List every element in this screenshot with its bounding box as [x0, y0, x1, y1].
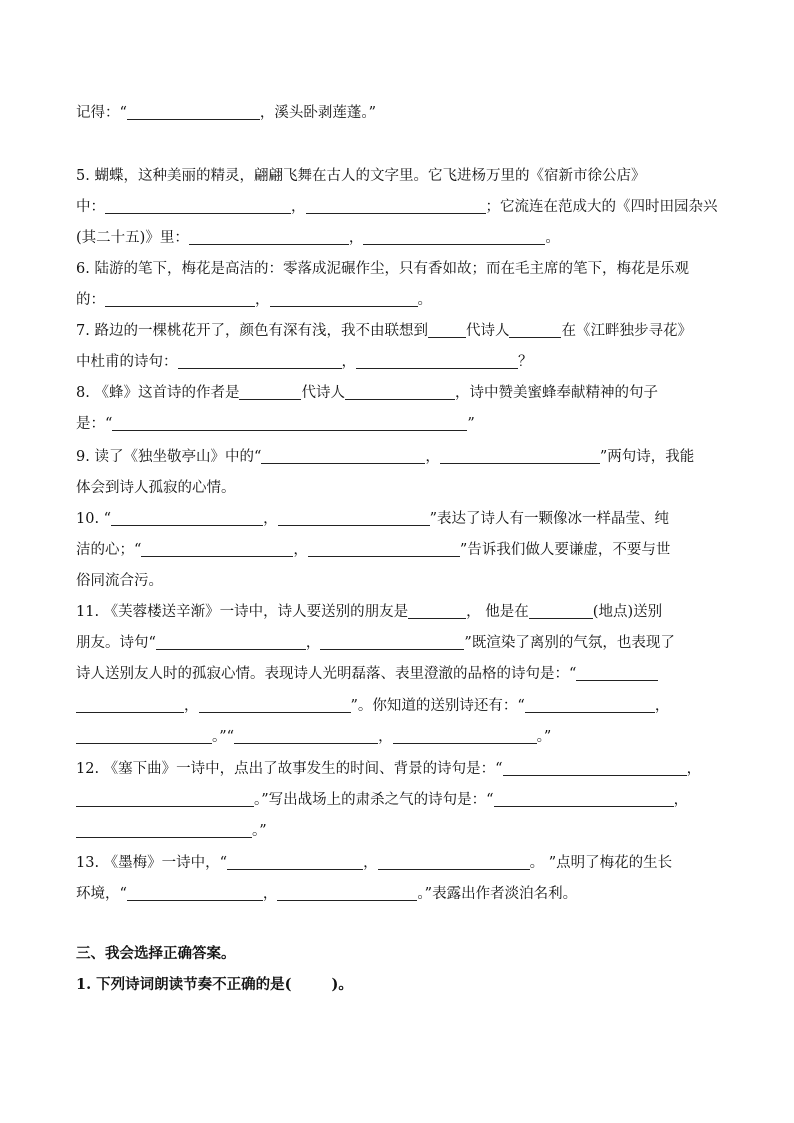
blank[interactable] — [393, 728, 537, 744]
line-1 — [76, 103, 376, 123]
text: 10. “ — [76, 511, 112, 527]
text: ；它流连在范成大的《四时田园杂兴 — [485, 199, 718, 215]
text: 的： — [76, 292, 105, 308]
text: ， — [348, 230, 364, 246]
text: ， — [291, 199, 306, 215]
line-19 — [76, 696, 669, 716]
text: 朋友。诗句“ — [76, 635, 156, 651]
blank[interactable] — [141, 541, 293, 557]
blank[interactable] — [529, 603, 593, 619]
blank[interactable] — [178, 353, 342, 369]
blank[interactable] — [127, 885, 263, 901]
blank[interactable] — [428, 322, 466, 338]
blank[interactable] — [494, 791, 674, 807]
line-9 — [76, 383, 658, 403]
blank[interactable] — [111, 510, 263, 526]
text: 7. 路边的一棵桃花开了，颜色有深有浅，我不由联想到 — [76, 323, 428, 339]
line-8 — [76, 352, 533, 372]
section-heading: 三、我会选择正确答案。 — [76, 945, 236, 962]
text: 11. 《芙蓉楼送辛渐》一诗中，诗人要送别的朋友是 — [76, 604, 409, 620]
line-25 — [76, 884, 577, 904]
line-7 — [76, 321, 692, 341]
line-2 — [76, 166, 645, 186]
blank[interactable] — [306, 198, 486, 214]
text: 。 — [545, 230, 560, 246]
text: ， — [255, 292, 270, 308]
text: ， — [673, 792, 689, 808]
text: (其二十五)》里： — [76, 230, 189, 246]
text: 环境，“ — [76, 886, 127, 902]
text: ”。你知道的送别诗还有：“ — [350, 698, 525, 714]
text: ， — [262, 886, 278, 902]
blank[interactable] — [234, 728, 378, 744]
text: ， — [425, 449, 440, 465]
blank[interactable] — [156, 634, 306, 650]
blank[interactable] — [227, 854, 363, 870]
blank[interactable] — [261, 448, 425, 464]
text: ， — [686, 761, 702, 777]
text: 在《江畔独步寻花》 — [561, 323, 692, 339]
text: ， — [305, 635, 321, 651]
line-18 — [76, 664, 658, 684]
line-22 — [76, 790, 688, 810]
text: ”告诉我们做人要谦虚，不要与世 — [459, 542, 671, 558]
line-6 — [76, 290, 432, 310]
line-16 — [76, 602, 662, 622]
blank[interactable] — [270, 291, 418, 307]
line-3 — [76, 197, 718, 217]
text: ” — [467, 416, 475, 432]
blank[interactable] — [408, 603, 466, 619]
text: ”既渲染了离别的气氛，也表现了 — [464, 635, 675, 651]
blank[interactable] — [378, 854, 530, 870]
text: 12. 《塞下曲》一诗中，点出了故事发生的时间、背景的诗句是：“ — [76, 761, 503, 777]
blank[interactable] — [76, 822, 252, 838]
blank[interactable] — [239, 384, 301, 400]
line-13 — [76, 509, 669, 529]
text: (地点)送别 — [592, 604, 663, 620]
blank[interactable] — [105, 198, 291, 214]
text: 中： — [76, 199, 105, 215]
text: ，溪头卧剥莲蓬。” — [259, 105, 377, 121]
text: ， — [341, 354, 356, 370]
text: ， — [263, 511, 278, 527]
text: 诗人送别友人时的孤寂心情。表现诗人光明磊落、表里澄澈的品格的诗句是：“ — [76, 666, 577, 682]
text: )。 — [331, 976, 353, 993]
line-5 — [76, 259, 689, 279]
text: 1. 下列诗词朗读节奏不正确的是( — [76, 976, 292, 993]
text: 。”写出战场上的肃杀之气的诗句是：“ — [254, 792, 494, 808]
text: ， — [378, 729, 393, 745]
blank[interactable] — [503, 760, 687, 776]
text: 记得：“ — [76, 105, 127, 121]
text: 俗同流合污。 — [76, 573, 163, 589]
text: ， — [654, 698, 670, 714]
blank[interactable] — [199, 697, 351, 713]
blank[interactable] — [509, 322, 561, 338]
text: 。” — [252, 823, 267, 839]
text: 代诗人 — [465, 323, 510, 339]
blank[interactable] — [127, 104, 260, 120]
line-11 — [76, 447, 694, 467]
line-17 — [76, 633, 675, 653]
text: ， — [184, 698, 199, 714]
blank[interactable] — [576, 665, 658, 681]
text: 是：“ — [76, 416, 113, 432]
line-14 — [76, 540, 670, 560]
blank[interactable] — [440, 448, 600, 464]
line-24 — [76, 853, 672, 873]
blank[interactable] — [320, 634, 464, 650]
line-23 — [76, 821, 267, 841]
question-1 — [76, 975, 353, 995]
blank[interactable] — [278, 510, 430, 526]
line-21 — [76, 759, 701, 779]
text: 8. 《蜂》这首诗的作者是 — [76, 385, 240, 401]
text: 6. 陆游的笔下，梅花是高洁的：零落成泥碾作尘，只有香如故；而在毛主席的笔下，梅花是乐观 — [76, 261, 689, 277]
text: 代诗人 — [301, 385, 345, 401]
text: 中杜甫的诗句： — [76, 354, 178, 370]
blank[interactable] — [363, 229, 545, 245]
text: 。 ”点明了梅花的生长 — [529, 855, 673, 871]
text: ？ — [518, 354, 533, 370]
blank[interactable] — [189, 229, 349, 245]
text: 13. 《墨梅》一诗中，“ — [76, 855, 228, 871]
text: ”两句诗，我能 — [599, 449, 695, 465]
line-15 — [76, 571, 163, 591]
line-10 — [76, 414, 475, 434]
text: 。” — [536, 729, 552, 745]
text: 。 — [417, 292, 432, 308]
text: ”表达了诗人有一颗像冰一样晶莹、纯 — [429, 511, 670, 527]
blank[interactable] — [76, 728, 212, 744]
blank[interactable] — [112, 415, 467, 431]
blank[interactable] — [308, 541, 460, 557]
text: ， — [293, 542, 308, 558]
line-12 — [76, 478, 236, 498]
blank[interactable] — [76, 697, 184, 713]
blank[interactable] — [277, 885, 417, 901]
text: 。”表露出作者淡泊名利。 — [417, 886, 578, 902]
line-4 — [76, 228, 560, 248]
text: 9. 读了《独坐敬亭山》中的“ — [76, 449, 262, 465]
blank[interactable] — [525, 697, 655, 713]
text: ， — [363, 855, 378, 871]
text: 5. 蝴蝶，这种美丽的精灵，翩翩飞舞在古人的文字里。它飞进杨万里的《宿新市徐公店》 — [76, 168, 646, 184]
blank[interactable] — [105, 291, 255, 307]
text: ，诗中赞美蜜蜂奉献精神的句子 — [454, 385, 658, 401]
text: 体会到诗人孤寂的心情。 — [76, 480, 236, 496]
text: ， 他是在 — [466, 604, 529, 620]
blank[interactable] — [76, 791, 254, 807]
text: 洁的心；“ — [76, 542, 142, 558]
text: 。”“ — [212, 729, 235, 745]
blank[interactable] — [345, 384, 455, 400]
blank[interactable] — [356, 353, 518, 369]
line-20 — [76, 727, 551, 747]
